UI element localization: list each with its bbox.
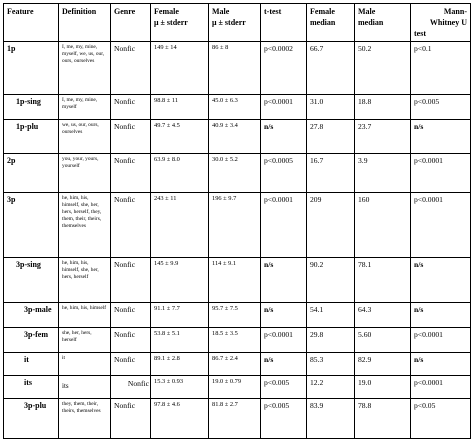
- genre-cell: Nonfic: [111, 42, 151, 95]
- definition-cell: it: [59, 353, 111, 376]
- statistics-table: [3, 3, 471, 439]
- genre-cell: Nonfic: [111, 120, 151, 154]
- ttest-cell: p<0.005: [261, 399, 307, 439]
- table-row: [4, 120, 471, 154]
- mann-whitney-cell: p<0.005: [411, 95, 471, 120]
- female-median-cell: 85.3: [307, 353, 355, 376]
- genre-cell: Nonfic: [111, 258, 151, 303]
- male-median-cell: 19.0: [355, 376, 411, 399]
- header-female-mean: [151, 4, 209, 42]
- mann-whitney-cell: p<0.0001: [411, 328, 471, 353]
- female-mean-cell: 98.8 ± 11: [151, 95, 209, 120]
- header-genre: Genre: [111, 4, 151, 42]
- ttest-cell: n/s: [261, 120, 307, 154]
- header-feature: Feature: [4, 4, 59, 42]
- male-median-cell: 18.8: [355, 95, 411, 120]
- mann-whitney-cell: p<0.0001: [411, 193, 471, 258]
- table-row: [4, 353, 471, 376]
- male-median-cell: 160: [355, 193, 411, 258]
- female-mean-cell: 53.8 ± 5.1: [151, 328, 209, 353]
- mann-whitney-cell: n/s: [411, 353, 471, 376]
- male-median-cell: 23.7: [355, 120, 411, 154]
- definition-cell: he, him, his, himself, she, her, hers, herself, they, them, their, theirs, themselves: [59, 193, 111, 258]
- header-male-mean-line2: μ ± stderr: [212, 18, 246, 27]
- mann-whitney-cell: p<0.0001: [411, 154, 471, 193]
- definition-cell: I, me, my, mine, myself, we, us, our, ours, ourselves: [59, 42, 111, 95]
- table-row: [4, 154, 471, 193]
- header-male-median-line2: median: [358, 18, 384, 27]
- table-row: [4, 399, 471, 439]
- female-median-cell: 54.1: [307, 303, 355, 328]
- header-female-mean-line1: Female: [154, 7, 179, 16]
- genre-cell: Nonfic: [111, 328, 151, 353]
- mann-whitney-cell: p<0.05: [411, 399, 471, 439]
- header-mann-whitney: [411, 4, 471, 42]
- definition-cell: I, me, my, mine, myself: [59, 95, 111, 120]
- female-median-cell: 29.8: [307, 328, 355, 353]
- feature-cell: 3p-male: [4, 303, 59, 328]
- table-row: [4, 42, 471, 95]
- female-mean-cell: 149 ± 14: [151, 42, 209, 95]
- definition-cell: we, us, our, ours, ourselves: [59, 120, 111, 154]
- ttest-cell: p<0.0002: [261, 42, 307, 95]
- female-mean-cell: 49.7 ± 4.5: [151, 120, 209, 154]
- feature-cell: 2p: [4, 154, 59, 193]
- female-median-cell: 12.2: [307, 376, 355, 399]
- table-row: [4, 376, 471, 399]
- female-mean-cell: 243 ± 11: [151, 193, 209, 258]
- feature-cell: its: [4, 376, 59, 399]
- female-median-cell: 90.2: [307, 258, 355, 303]
- header-definition: Definition: [59, 4, 111, 42]
- male-median-cell: 50.2: [355, 42, 411, 95]
- header-male-median-line1: Male: [358, 7, 376, 16]
- mann-whitney-cell: p<0.0001: [411, 376, 471, 399]
- genre-cell: Nonfic: [111, 95, 151, 120]
- male-mean-cell: 18.5 ± 3.5: [209, 328, 261, 353]
- feature-cell: 3p: [4, 193, 59, 258]
- header-mann-whitney-line3: test: [414, 29, 426, 38]
- header-female-median: [307, 4, 355, 42]
- female-median-cell: 66.7: [307, 42, 355, 95]
- ttest-cell: p<0.0001: [261, 193, 307, 258]
- female-median-cell: 209: [307, 193, 355, 258]
- female-mean-cell: 15.3 ± 0.93: [151, 376, 209, 399]
- table-row: [4, 95, 471, 120]
- male-mean-cell: 81.8 ± 2.7: [209, 399, 261, 439]
- ttest-cell: n/s: [261, 303, 307, 328]
- header-ttest: t-test: [261, 4, 307, 42]
- female-median-cell: 27.8: [307, 120, 355, 154]
- female-median-cell: 83.9: [307, 399, 355, 439]
- feature-cell: it: [4, 353, 59, 376]
- definition-cell: he, him, his, himself, she, her, hers, herself: [59, 258, 111, 303]
- male-mean-cell: 86.7 ± 2.4: [209, 353, 261, 376]
- male-mean-cell: 86 ± 8: [209, 42, 261, 95]
- header-mann-whitney-line2: Whitney U: [429, 18, 467, 27]
- genre-cell: Nonfic: [111, 154, 151, 193]
- ttest-cell: n/s: [261, 353, 307, 376]
- male-mean-cell: 95.7 ± 7.5: [209, 303, 261, 328]
- feature-cell: 1p: [4, 42, 59, 95]
- female-median-cell: 16.7: [307, 154, 355, 193]
- mann-whitney-cell: p<0.1: [411, 42, 471, 95]
- male-mean-cell: 30.0 ± 5.2: [209, 154, 261, 193]
- header-mann-whitney-line1: Mann-: [443, 7, 467, 16]
- table-row: [4, 258, 471, 303]
- feature-cell: 3p-sing: [4, 258, 59, 303]
- header-male-median: [355, 4, 411, 42]
- genre-cell: Nonfic: [111, 193, 151, 258]
- feature-cell: 3p-plu: [4, 399, 59, 439]
- definition-cell: they, them, their, theirs, themselves: [59, 399, 111, 439]
- female-mean-cell: 89.1 ± 2.8: [151, 353, 209, 376]
- male-mean-cell: 196 ± 9.7: [209, 193, 261, 258]
- definition-cell: its: [59, 376, 111, 399]
- header-row: [4, 4, 471, 42]
- header-female-median-line2: median: [310, 18, 336, 27]
- male-mean-cell: 19.0 ± 0.79: [209, 376, 261, 399]
- definition-cell: you, your, yours, yourself: [59, 154, 111, 193]
- header-male-mean: [209, 4, 261, 42]
- mann-whitney-cell: n/s: [411, 258, 471, 303]
- table-row: [4, 328, 471, 353]
- female-mean-cell: 145 ± 9.9: [151, 258, 209, 303]
- feature-cell: 1p-sing: [4, 95, 59, 120]
- definition-cell: he, him, his, himself: [59, 303, 111, 328]
- female-mean-cell: 97.8 ± 4.6: [151, 399, 209, 439]
- table-row: [4, 303, 471, 328]
- table-row: [4, 193, 471, 258]
- male-mean-cell: 114 ± 9.1: [209, 258, 261, 303]
- definition-cell: she, her, hers, herself: [59, 328, 111, 353]
- feature-cell: 1p-plu: [4, 120, 59, 154]
- male-mean-cell: 45.0 ± 6.3: [209, 95, 261, 120]
- header-male-mean-line1: Male: [212, 7, 230, 16]
- male-median-cell: 5.60: [355, 328, 411, 353]
- male-median-cell: 3.9: [355, 154, 411, 193]
- header-female-mean-line2: μ ± stderr: [154, 18, 188, 27]
- male-mean-cell: 40.9 ± 3.4: [209, 120, 261, 154]
- female-median-cell: 31.0: [307, 95, 355, 120]
- header-female-median-line1: Female: [310, 7, 335, 16]
- ttest-cell: p<0.0005: [261, 154, 307, 193]
- feature-cell: 3p-fem: [4, 328, 59, 353]
- mann-whitney-cell: n/s: [411, 303, 471, 328]
- genre-cell: Nonfic: [111, 353, 151, 376]
- female-mean-cell: 91.1 ± 7.7: [151, 303, 209, 328]
- male-median-cell: 78.8: [355, 399, 411, 439]
- genre-cell: Nonfic: [111, 376, 151, 399]
- female-mean-cell: 63.9 ± 8.0: [151, 154, 209, 193]
- ttest-cell: p<0.0001: [261, 95, 307, 120]
- ttest-cell: p<0.0001: [261, 328, 307, 353]
- male-median-cell: 64.3: [355, 303, 411, 328]
- genre-cell: Nonfic: [111, 399, 151, 439]
- male-median-cell: 82.9: [355, 353, 411, 376]
- male-median-cell: 78.1: [355, 258, 411, 303]
- mann-whitney-cell: n/s: [411, 120, 471, 154]
- ttest-cell: n/s: [261, 258, 307, 303]
- ttest-cell: p<0.005: [261, 376, 307, 399]
- genre-cell: Nonfic: [111, 303, 151, 328]
